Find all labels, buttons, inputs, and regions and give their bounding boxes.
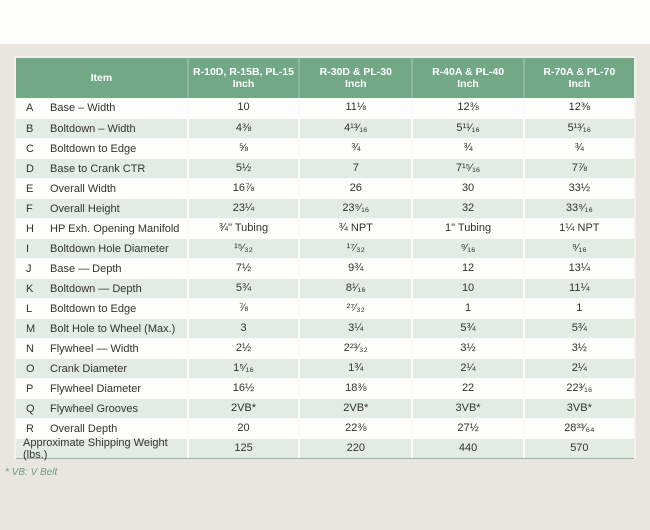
- value-cell: 22: [411, 379, 522, 398]
- item-name: Flywheel Grooves: [50, 402, 139, 415]
- value-cell: 2½: [187, 339, 298, 358]
- value-cell: 7¹⁵⁄₁₆: [411, 159, 522, 178]
- item-cell: [16, 436, 187, 461]
- value-cell: 1¼ NPT: [523, 219, 634, 238]
- row-letter: P: [26, 382, 34, 395]
- value-cell: 440: [411, 439, 522, 458]
- value-cell: 2²³⁄₃₂: [298, 339, 411, 358]
- column-unit-label: Inch: [232, 78, 255, 90]
- value-cell: 1⁵⁄₁₆: [187, 359, 298, 378]
- value-cell: ¾: [411, 139, 522, 158]
- item-name: Flywheel — Width: [50, 342, 139, 355]
- item-name: Overall Width: [50, 182, 117, 195]
- column-label: R-40A & PL-40: [432, 66, 505, 78]
- value-cell: 7½: [187, 259, 298, 278]
- value-cell: ¾: [298, 139, 411, 158]
- item-cell: [16, 139, 187, 158]
- item-name: Overall Depth: [50, 422, 118, 435]
- item-cell: [16, 379, 187, 398]
- item-name: Boltdown – Width: [50, 122, 136, 135]
- row-letter: M: [26, 322, 36, 335]
- value-cell: 2VB*: [298, 399, 411, 418]
- value-cell: 22³⁄₁₆: [523, 379, 634, 398]
- item-cell: [16, 239, 187, 258]
- value-cell: 33½: [523, 179, 634, 198]
- value-cell: 2¼: [523, 359, 634, 378]
- value-cell: ⅞: [187, 299, 298, 318]
- value-cell: ¹⁵⁄₃₂: [187, 239, 298, 258]
- value-cell: 23¼: [187, 199, 298, 218]
- value-cell: 1: [411, 299, 522, 318]
- column-label: R-10D, R-15B, PL-15: [193, 66, 294, 78]
- spec-table: [14, 56, 636, 459]
- value-cell: ¾" Tubing: [187, 219, 298, 238]
- value-cell: ¾ NPT: [298, 219, 411, 238]
- value-cell: 12⅜: [523, 98, 634, 118]
- item-cell: [16, 159, 187, 178]
- value-cell: 1: [523, 299, 634, 318]
- value-cell: 13¼: [523, 259, 634, 278]
- value-cell: 2VB*: [187, 399, 298, 418]
- table-row: [16, 118, 634, 138]
- item-name: Boltdown to Edge: [50, 302, 137, 315]
- row-letter: A: [26, 102, 34, 114]
- row-letter: R: [26, 422, 34, 435]
- item-cell: [16, 119, 187, 138]
- row-letter: L: [26, 302, 33, 315]
- value-cell: 10: [411, 279, 522, 298]
- table-row: [16, 98, 634, 118]
- value-cell: 26: [298, 179, 411, 198]
- item-name: Crank Diameter: [50, 362, 128, 375]
- table-row: [16, 258, 634, 278]
- table-row: [16, 298, 634, 318]
- value-cell: 5¾: [411, 319, 522, 338]
- item-cell: [16, 299, 187, 318]
- item-cell: [16, 179, 187, 198]
- value-cell: ⁹⁄₁₆: [411, 239, 522, 258]
- column-label: R-70A & PL-70: [543, 66, 616, 78]
- column-label: R-30D & PL-30: [319, 66, 392, 78]
- value-cell: 33⁹⁄₁₆: [523, 199, 634, 218]
- item-cell: [16, 219, 187, 238]
- table-body: [16, 98, 634, 459]
- item-name: Boltdown — Depth: [50, 282, 142, 295]
- table-row: [16, 238, 634, 258]
- item-name: Flywheel Diameter: [50, 382, 142, 395]
- shipping-weight-row: [16, 436, 634, 461]
- item-name: Boltdown Hole Diameter: [50, 242, 169, 255]
- row-letter: K: [26, 282, 34, 295]
- value-cell: 10: [187, 98, 298, 118]
- value-cell: 11⅛: [298, 98, 411, 118]
- value-cell: 12: [411, 259, 522, 278]
- item-name: Boltdown to Edge: [50, 142, 137, 155]
- value-cell: 125: [187, 439, 298, 458]
- value-cell: 5¹¹⁄₁₆: [411, 119, 522, 138]
- row-letter: J: [26, 262, 32, 275]
- value-cell: 32: [411, 199, 522, 218]
- column-unit-label: Inch: [568, 78, 591, 90]
- item-name: Base to Crank CTR: [50, 162, 146, 175]
- item-cell: [16, 359, 187, 378]
- column-header-model: [298, 58, 411, 98]
- value-cell: 3½: [523, 339, 634, 358]
- value-cell: 20: [187, 419, 298, 438]
- value-cell: ⅝: [187, 139, 298, 158]
- value-cell: 12⅜: [411, 98, 522, 118]
- value-cell: 16⅞: [187, 179, 298, 198]
- item-cell: [16, 319, 187, 338]
- table-row: [16, 358, 634, 378]
- row-letter: Q: [26, 402, 35, 415]
- value-cell: 9¾: [298, 259, 411, 278]
- table-row: [16, 158, 634, 178]
- item-cell: [16, 279, 187, 298]
- row-letter: F: [26, 202, 33, 215]
- value-cell: 3VB*: [523, 399, 634, 418]
- item-cell: [16, 98, 187, 118]
- value-cell: 570: [523, 439, 634, 458]
- footnote: * VB: V Belt: [5, 467, 58, 478]
- row-letter: C: [26, 142, 34, 155]
- item-cell: [16, 399, 187, 418]
- column-header-model: [411, 58, 522, 98]
- value-cell: 2¼: [411, 359, 522, 378]
- value-cell: 11¼: [523, 279, 634, 298]
- row-letter: O: [26, 362, 35, 375]
- value-cell: 1" Tubing: [411, 219, 522, 238]
- item-name: Bolt Hole to Wheel (Max.): [50, 322, 176, 335]
- item-name: Overall Height: [50, 202, 120, 215]
- value-cell: 8¹⁄₁₆: [298, 279, 411, 298]
- value-cell: 5½: [187, 159, 298, 178]
- value-cell: 3VB*: [411, 399, 522, 418]
- table-row: [16, 378, 634, 398]
- item-cell: [16, 199, 187, 218]
- value-cell: 16½: [187, 379, 298, 398]
- column-header-model: [187, 58, 298, 98]
- item-cell: [16, 339, 187, 358]
- table-row: [16, 278, 634, 298]
- value-cell: ¾: [523, 139, 634, 158]
- column-header-model: [523, 58, 634, 98]
- item-name: Base — Depth: [50, 262, 122, 275]
- table-row: [16, 198, 634, 218]
- item-name: HP Exh. Opening Manifold: [50, 222, 180, 235]
- table-header-row: [16, 58, 634, 98]
- row-letter: B: [26, 122, 34, 135]
- value-cell: 7⅞: [523, 159, 634, 178]
- row-letter: I: [26, 242, 30, 255]
- table-row: [16, 398, 634, 418]
- value-cell: 5¹³⁄₁₆: [523, 119, 634, 138]
- value-cell: 1¾: [298, 359, 411, 378]
- value-cell: 4⅜: [187, 119, 298, 138]
- value-cell: 3: [187, 319, 298, 338]
- value-cell: 4¹³⁄₁₆: [298, 119, 411, 138]
- value-cell: 5¾: [187, 279, 298, 298]
- value-cell: 3½: [411, 339, 522, 358]
- table-row: [16, 218, 634, 238]
- value-cell: 3¼: [298, 319, 411, 338]
- column-header-item: [16, 58, 187, 98]
- value-cell: ²⁷⁄₃₂: [298, 299, 411, 318]
- item-name: Base – Width: [50, 102, 116, 114]
- row-letter: E: [26, 182, 34, 195]
- value-cell: ¹⁷⁄₃₂: [298, 239, 411, 258]
- table-row: [16, 138, 634, 158]
- value-cell: 22⅜: [298, 419, 411, 438]
- row-letter: N: [26, 342, 34, 355]
- column-unit-label: Inch: [344, 78, 367, 90]
- table-row: [16, 178, 634, 198]
- table-row: [16, 338, 634, 358]
- row-letter: H: [26, 222, 34, 235]
- value-cell: 7: [298, 159, 411, 178]
- row-letter: D: [26, 162, 34, 175]
- value-cell: 220: [298, 439, 411, 458]
- column-unit-label: Inch: [457, 78, 479, 90]
- value-cell: 28³³⁄₆₄: [523, 419, 634, 438]
- value-cell: 23⁹⁄₁₆: [298, 199, 411, 218]
- item-name: Approximate Shipping Weight (lbs.): [23, 436, 168, 461]
- value-cell: 30: [411, 179, 522, 198]
- item-cell: [16, 419, 187, 438]
- table-row: [16, 318, 634, 338]
- table-row: [16, 418, 634, 438]
- value-cell: 5¾: [523, 319, 634, 338]
- top-margin-band: [0, 0, 650, 44]
- value-cell: 18⅜: [298, 379, 411, 398]
- item-cell: [16, 259, 187, 278]
- value-cell: 27½: [411, 419, 522, 438]
- column-label: Item: [90, 72, 113, 84]
- value-cell: ⁹⁄₁₆: [523, 239, 634, 258]
